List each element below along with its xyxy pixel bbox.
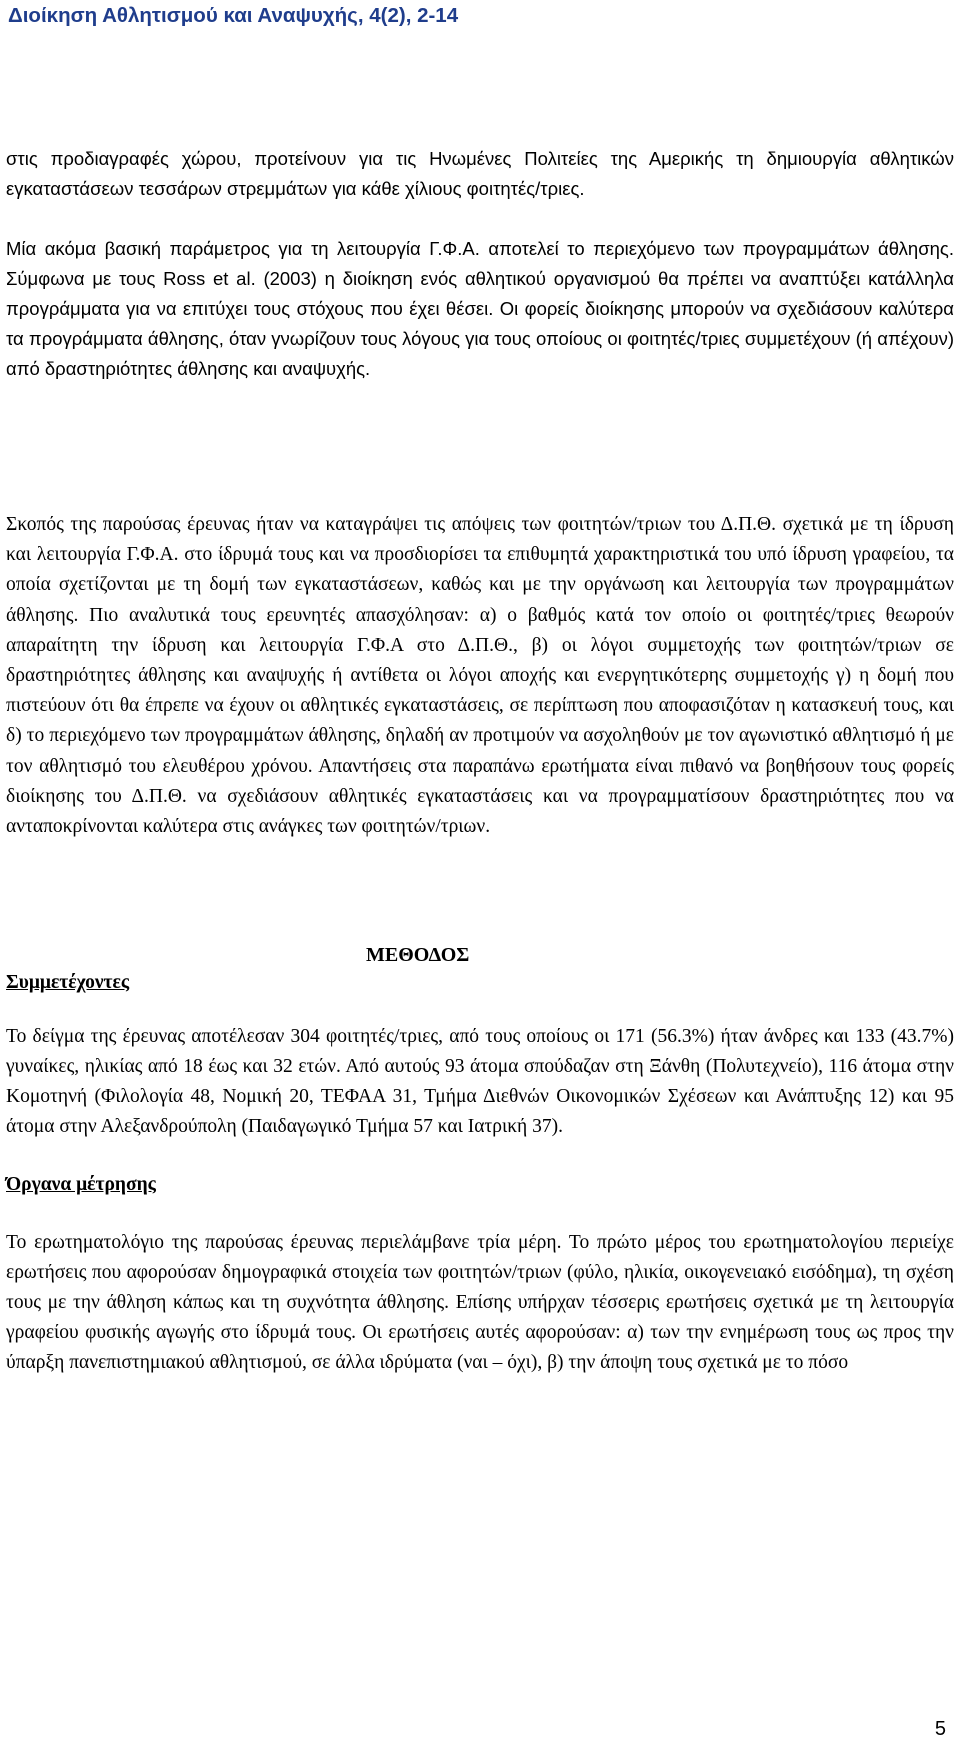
method-heading: ΜΕΘΟΔΟΣ — [366, 944, 470, 966]
journal-header: Διοίκηση Αθλητισμού και Αναψυχής, 4(2), 2-14 — [8, 4, 459, 27]
participants-heading: Συμμετέχοντες — [6, 972, 130, 993]
paragraph-1: στις προδιαγραφές χώρου, προτείνουν για τις Ηνωμένες Πολιτείες της Αμερικής τη δημιουργία αθλητικών εγκαταστάσεων τεσσάρων στρεμμάτων για κάθε χίλιους φοιτητές/τριες. — [6, 148, 954, 199]
paragraph-3: Σκοπός της παρούσας έρευνας ήταν να καταγράψει τις απόψεις των φοιτητών/τριων του Δ.Π.Θ. σχετικά με τη ίδρυση και λειτουργία Γ.Φ.Α. στο ίδρυμά τους και να προσδιορίσει τα επιθυμητά χαρακτηριστικά του υπό ίδρυση γραφείου, τα οποία σχετίζονται με τη δομή των εγκαταστάσεων, καθώς και με την οργάνωση και λειτουργία των προγραμμάτων άθλησης. Πιο αναλυτικά τους ερευνητές απασχόλησαν: α) ο βαθμός κατά τον οποίο οι φοιτητές/τριες θεωρούν απαραίτητη την ίδρυση και λειτουργία Γ.Φ.Α στο Δ.Π.Θ., β) οι λόγοι συμμετοχής των φοιτητών/τριων σε δραστηριότητες άθλησης και αναψυχής ή αντίθετα οι λόγοι αποχής και ενεργητικότερης συμμετοχής γ) η δομή που πιστεύουν ότι θα έπρεπε να έχουν οι αθλητικές εγκαταστάσεις, σε περίπτωση που αποφασιζόταν η κατασκευή τους, και δ) το περιεχόμενο των προγραμμάτων άθλησης, δηλαδή αν προτιμούν να ασχοληθούν με τον αγωνιστικό αθλητισμό ή με τον αθλητισμό του ελευθέρου χρόνου. Απαντήσεις στα παραπάνω ερωτήματα είναι πιθανό να βοηθήσουν τους φορείς διοίκησης του Δ.Π.Θ. να σχεδιάσουν αθλητικές εγκαταστάσεις και να προγραμματίσουν δραστηριότητες που να ανταποκρίνονται καλύτερα στις ανάγκες των φοιτητών/τριων. — [6, 514, 954, 838]
participants-paragraph: Το δείγμα της έρευνας αποτέλεσαν 304 φοιτητές/τριες, από τους οποίους οι 171 (56.3%) ήταν άνδρες και 133 (43.7%) γυναίκες, ηλικίας από 18 έως και 32 ετών. Από αυτούς 93 άτομα σπούδαζαν στη Ξάνθη (Πολυτεχνείο), 116 άτομα στην Κομοτηνή (Φιλολογία 48, Νομική 20, ΤΕΦΑΑ 31, Τμήμα Διεθνών Οικονομικών Σχέσεων και Ανάπτυξης 12) και 95 άτομα στην Αλεξανδρούπολη (Παιδαγωγικό Τμήμα 57 και Ιατρική 37). — [6, 1026, 954, 1137]
instruments-paragraph: Το ερωτηματολόγιο της παρούσας έρευνας περιελάμβανε τρία μέρη. Το πρώτο μέρος του ερωτηματολογίου περιείχε ερωτήσεις που αφορούσαν δημογραφικά στοιχεία των φοιτητών/τριων (φύλο, ηλικία, οικογενειακό εισόδημα), τη σχέση τους με την άθληση κάπως και τη συχνότητα άθλησης. Επίσης υπήρχαν τέσσερις ερωτήσεις σχετικά με τη λειτουργία γραφείου φυσικής αγωγής στο ίδρυμά τους. Οι ερωτήσεις αυτές αφορούσαν: α) των την ενημέρωση τους ως προς την ύπαρξη πανεπιστημιακού αθλητισμού, σε άλλα ιδρύματα (ναι – όχι), β) την άποψη τους σχετικά με το πόσο — [6, 1232, 954, 1373]
page-number: 5 — [934, 1718, 946, 1740]
instruments-heading: Όργανα μέτρησης — [6, 1174, 156, 1195]
paragraph-2: Μία ακόμα βασική παράμετρος για τη λειτουργία Γ.Φ.Α. αποτελεί το περιεχόμενο των προγραμμάτων άθλησης. Σύμφωνα με τους Ross et al. (2003) η διοίκηση ενός αθλητικού οργανισμού θα πρέπει να αναπτύξει κατάλληλα προγράμματα για να επιτύχει τους στόχους που έχει θέσει. Οι φορείς διοίκησης μπορούν να σχεδιάσουν καλύτερα τα προγράμματα άθλησης, όταν γνωρίζουν τους λόγους για τους οποίους οι φοιτητές/τριες συμμετέχουν (ή απέχουν) από δραστηριότητες άθλησης και αναψυχής. — [6, 238, 954, 379]
